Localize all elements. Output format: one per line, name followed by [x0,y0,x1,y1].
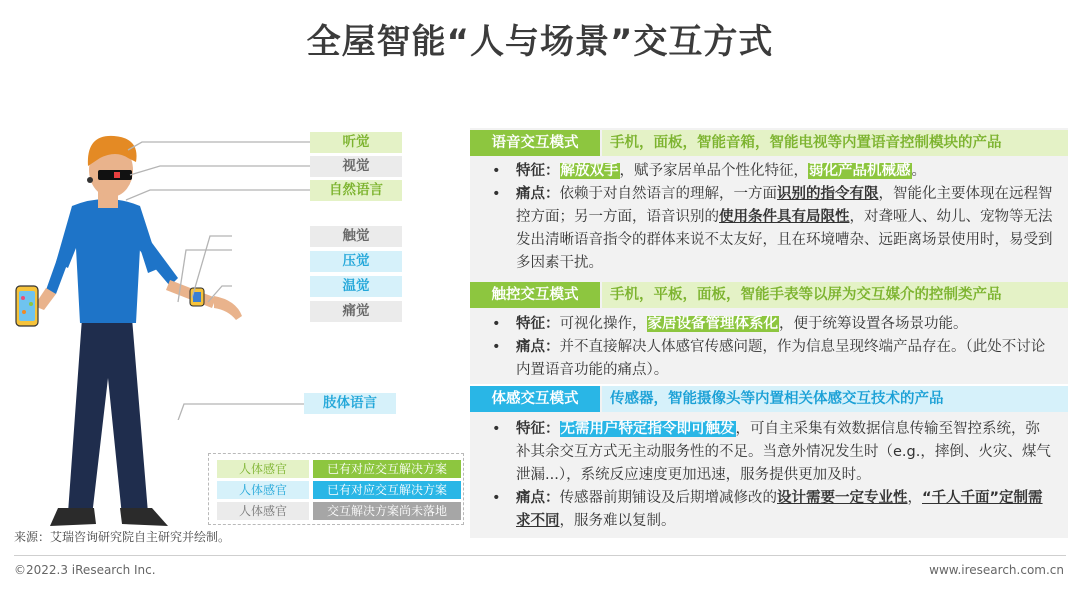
legend-sense-label: 人体感官 [217,481,309,499]
voice-header [470,130,1068,156]
touch-pain: • 痛点：并不直接解决人体感官传感问题，作为信息呈现终端产品存在。（此处不讨论内置语音功能的痛点）。 [492,339,1046,378]
source-note: 来源：艾瑞咨询研究院自主研究并绘制。 [14,530,231,544]
leader-lines [0,0,320,420]
page-title: 全屋智能“人与场景”交互方式 [306,22,774,62]
touch-feature: • 特征：可视化操作，家居设备管理体系化，便于统筹设置各场景功能。 [492,316,968,332]
legend-sense-label: 人体感官 [217,502,309,520]
sense-touch: 触觉 [310,226,402,247]
touch-items [470,313,1068,382]
sense-pressure: 压觉 [310,251,402,272]
touch-mode-tag: 触控交互模式 [470,282,600,308]
legend-row-gray [217,502,459,520]
footer-divider [14,555,1066,556]
sense-pain: 痛觉 [310,301,402,322]
legend-row-blue [217,481,459,499]
sense-temperature: 温觉 [310,276,402,297]
copyright: ©2022.3 iResearch Inc. [14,563,156,577]
sensing-header [470,386,1068,412]
voice-mode-desc: 手机，面板，智能音箱，智能电视等内置语音控制模块的产品 [602,130,1068,156]
voice-items [470,160,1068,275]
sense-body-language: 肢体语言 [304,393,396,414]
legend [208,453,464,525]
sense-natural-language: 自然语言 [310,180,402,201]
sense-sight: 视觉 [310,156,402,177]
voice-pain: • 痛点：依赖于对自然语言的理解，一方面识别的指令有限，智能化主要体现在远程智控方面；另一方面，语音识别的使用条件具有局限性，对聋哑人、幼儿、宠物等无法发出清晰语音指令的群体来说不太友好，且在环境嘈杂、远距离场景使用时，易受到多因素干扰。 [492,186,1053,271]
sensing-mode-desc: 传感器，智能摄像头等内置相关体感交互技术的产品 [602,386,1068,412]
legend-status: 交互解决方案尚未落地 [313,502,461,520]
sense-hearing: 听觉 [310,132,402,153]
touch-header [470,282,1068,308]
sensing-pain: • 痛点：传感器前期铺设及后期增减修改的设计需要一定专业性，“千人千面”定制需求不同，服务难以复制。 [492,490,1043,529]
legend-status: 已有对应交互解决方案 [313,481,461,499]
sensing-items [470,418,1068,533]
legend-row-green [217,460,459,478]
sensing-mode-tag: 体感交互模式 [470,386,600,412]
touch-mode-desc: 手机，平板，面板，智能手表等以屏为交互媒介的控制类产品 [602,282,1068,308]
sensing-feature: • 特征：无需用户特定指令即可触发，可自主采集有效数据信息传输至智控系统，弥补其余交互方式无主动服务性的不足。当意外情况发生时（e.g.，摔倒、火灾、煤气泄漏...），系统反应速度更加迅速，服务提供更加及时。 [492,421,1051,483]
legend-sense-label: 人体感官 [217,460,309,478]
legend-status: 已有对应交互解决方案 [313,460,461,478]
voice-mode-tag: 语音交互模式 [470,130,600,156]
voice-feature: • 特征：解放双手，赋予家居单品个性化特征，弱化产品机械感。 [492,163,926,179]
website: www.iresearch.com.cn [929,563,1064,577]
